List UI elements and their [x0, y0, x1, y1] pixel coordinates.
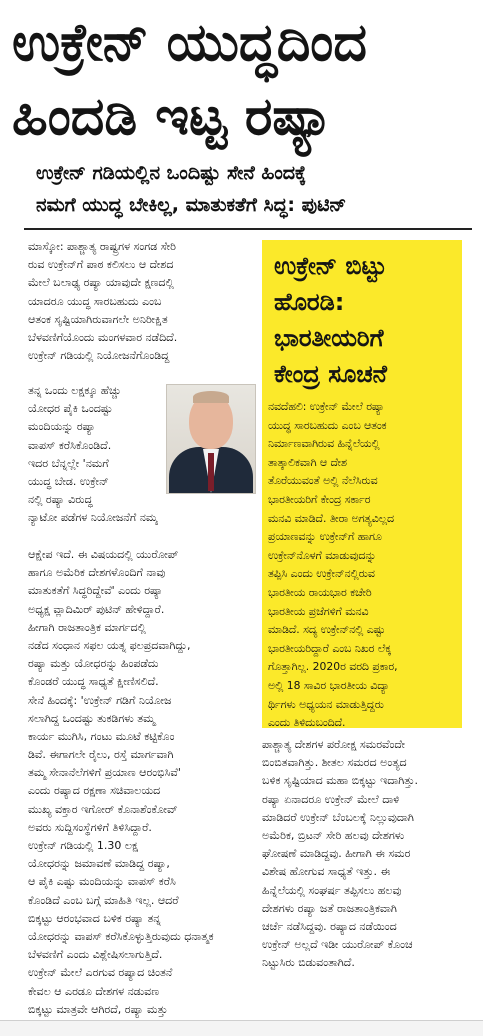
sidebar-headline-line: ಕೇಂದ್ರ ಸೂಚನೆ — [274, 360, 387, 388]
article-line: ರಷ್ಯಾ ಏನಾದರೂ ಉಕ್ರೇನ್ ಮೇಲೆ ದಾಳಿ — [262, 792, 400, 806]
sidebar-body-line: ನವದೆಹಲಿ: ಉಕ್ರೇನ್ ಮೇಲೆ ರಷ್ಯಾ — [268, 400, 385, 413]
sidebar-body-line: ಭಾರತೀಯರಿಗೆ ಕೇಂದ್ರ ಸರ್ಕಾರ — [268, 492, 371, 506]
article-line: ಉಕ್ರೇನ್ ಅಲ್ಲದೆ ಇಡೀ ಯುರೋಪ್ ಕೊಂಚ — [262, 938, 413, 952]
article-line: ವಾಪಸ್ ಕರೆಸಿಕೊಂಡಿದೆ. — [28, 438, 112, 452]
headline-line-1: ಉಕ್ರೇನ್ ಯುದ್ಧದಿಂದ — [12, 13, 367, 73]
next-page-strip — [0, 1020, 483, 1036]
article-line: ಅಧ್ಯಕ್ಷ ವ್ಲಾದಿಮಿರ್ ಪುಟಿನ್ ಹೇಳಿದ್ದಾರೆ. — [28, 602, 165, 616]
sidebar-body-line: ಎಂದು ತಿಳಿದುಬಂದಿದೆ. — [268, 716, 346, 730]
subheadline-line-1: ಉಕ್ರೇನ್ ಗಡಿಯಲ್ಲಿನ ಒಂದಿಷ್ಟು ಸೇನೆ ಹಿಂದಕ್ಕೆ — [36, 162, 307, 184]
article-column-right — [262, 736, 474, 972]
article-line: ಯೋಧರನ್ನು ಜಮಾವಣೆ ಮಾಡಿದ್ದ ರಷ್ಯಾ, — [28, 857, 170, 871]
article-line: ಮಂದಿಯನ್ನು ರಷ್ಯಾ — [28, 420, 96, 434]
sidebar-body-line: ಮಾಡಿದೆ. ಸದ್ಯ ಉಕ್ರೇನ್‌ನಲ್ಲಿ ಎಷ್ಟು — [268, 623, 386, 637]
article-line: ಆತಂಕ ಸೃಷ್ಟಿಯಾಗಿರುವಾಗಲೇ ಅನಿರೀಕ್ಷಿತ — [28, 312, 168, 326]
sidebar-headline-line: ಭಾರತೀಯರಿಗೆ — [274, 324, 384, 352]
article-line: ಉಕ್ರೇನ್ ಮೇಲೆ ಎರಗುವ ರಷ್ಯಾದ ಚಿಂತನೆ — [28, 966, 173, 980]
sidebar-body-line: ಮನವಿ ಮಾಡಿದೆ. ತೀರಾ ಅಗತ್ಯವಿಲ್ಲದ — [268, 511, 394, 525]
article-line: ಬಿಕ್ಕಟ್ಟು ಆರಂಭವಾದ ಬಳಿಕ ರಷ್ಯಾ ತನ್ನ — [28, 911, 161, 925]
article-line: ಸೇನೆ ಹಿಂದಕ್ಕೆ: 'ಉಕ್ರೇನ್ ಗಡಿಗೆ ನಿಯೋಜ — [28, 693, 172, 707]
article-column-beside-photo — [28, 382, 158, 528]
sidebar-body-line: ಭಾರತೀಯ ಪ್ರಜೆಗಳಿಗೆ ಮನವಿ — [268, 604, 369, 618]
sidebar-body-line: ತಪ್ಪಿಸಿ ಎಂದು ಉಕ್ರೇನ್‌ನಲ್ಲಿರುವ — [268, 567, 375, 581]
article-line: ಉಕ್ರೇನ್ ಗಡಿಯಲ್ಲಿ 1.30 ಲಕ್ಷ — [28, 839, 138, 852]
article-line: ಮಾಸ್ಕೋ: ಪಾಶ್ಚಾತ್ಯ ರಾಷ್ಟ್ರಗಳ ಸಂಗಡ ಸೇರಿ — [28, 240, 176, 253]
article-line: ಹೀಗಾಗಿ ರಾಜತಾಂತ್ರಿಕ ಮಾರ್ಗದಲ್ಲಿ — [28, 620, 146, 634]
article-line: ಉಕ್ರೇನ್ ಗಡಿಯಲ್ಲಿ ನಿಯೋಜನೆಗೊಂಡಿದ್ದ — [28, 349, 170, 363]
article-line: ಯೋಧರ ಪೈಕಿ ಒಂದಷ್ಟು — [28, 402, 113, 416]
article-line: ಯುದ್ಧ ಬೇಡ. ಉಕ್ರೇನ್ — [28, 474, 109, 488]
article-line: ಇದರ ಬೆನ್ನಲ್ಲೇ 'ನಮಗೆ — [28, 456, 109, 470]
photo-tie — [208, 453, 214, 491]
article-line: ಬಳಿಕ ಸೃಷ್ಟಿಯಾದ ಮಹಾ ಬಿಕ್ಕಟ್ಟು ಇದಾಗಿತ್ತು. — [262, 774, 418, 788]
divider — [24, 228, 472, 230]
article-line: ಅಮೆರಿಕ, ಬ್ರಿಟನ್ ಸೇರಿ ಹಲವು ದೇಶಗಳು — [262, 828, 405, 842]
subheadline-line-2: ನಮಗೆ ಯುದ್ಧ ಬೇಕಿಲ್ಲ, ಮಾತುಕತೆಗೆ ಸಿದ್ಧ: ಪುಟಿನ್ — [36, 194, 347, 216]
article-line: ಆ ಪೈಕಿ ಎಷ್ಟು ಮಂದಿಯನ್ನು ವಾಪಸ್ ಕರೆಸಿ — [28, 875, 176, 889]
article-line: ದೇಶಗಳು ರಷ್ಯಾ ಜತೆ ರಾಜತಾಂತ್ರಿಕವಾಗಿ — [262, 901, 397, 915]
article-line: ಹಿನ್ನೆಲೆಯಲ್ಲಿ ಸಂಘರ್ಷ ತಪ್ಪಿಸಲು ಹಲವು — [262, 883, 402, 897]
article-line: ಹಾಗೂ ಅಮೆರಿಕ ದೇಶಗಳೊಂದಿಗೆ ನಾವು — [28, 566, 166, 580]
headline-line-2: ಹಿಂದಡಿ ಇಟ್ಟ ರಷ್ಯಾ — [12, 87, 334, 147]
article-line: ಸಲಾಗಿದ್ದ ಒಂದಷ್ಟು ತುಕಡಿಗಳು ತಮ್ಮ — [28, 711, 156, 725]
article-line: ಬಿಂಬಿತವಾಗಿತ್ತು. ಶೀತಲ ಸಮರದ ಅಂತ್ಯದ — [262, 756, 407, 770]
sidebar-headline — [268, 248, 456, 392]
article-line: ತಮ್ಮ ಸೇನಾನೆಲೆಗಳಿಗೆ ಪ್ರಯಾಣ ಆರಂಭಿಸಿವೆ' — [28, 766, 181, 780]
article-line: ನ್ಯಾಟೋ ಪಡೆಗಳ ನಿಯೋಜನೆಗೆ ನಮ್ಮ — [28, 511, 158, 525]
sidebar-body-line: ನಿರ್ಮಾಣವಾಗಿರುವ ಹಿನ್ನೆಲೆಯಲ್ಲಿ — [268, 437, 380, 451]
article-line: ಚರ್ಚೆ ನಡೆಸಿದ್ದವು. ರಷ್ಯಾದ ನಡೆಯಿಂದ — [262, 919, 397, 933]
article-line: ಮುಖ್ಯ ವಕ್ತಾರ ಇಗೋರ್ ಕೊನಾಶೆಂಕೋವ್ — [28, 802, 178, 816]
article-line: ನಡೆದ ಸಂಧಾನ ಸಫಲ ಯತ್ನ ಫಲಪ್ರದವಾಗಿದ್ದು, — [28, 638, 191, 652]
article-line: ಯೋಧರನ್ನು ವಾಪಸ್ ಕರೆಸಿಕೊಳ್ಳುತ್ತಿರುವುದು ಧನಾತ್ಮಕ — [28, 929, 214, 943]
article-line: ಆಕ್ಷೇಪ ಇದೆ. ಈ ವಿಷಯದಲ್ಲಿ ಯುರೋಪ್ — [28, 548, 179, 561]
sidebar-body-line: ತಾತ್ಕಾಲಿಕವಾಗಿ ಆ ದೇಶ — [268, 455, 347, 469]
article-line: ಕೇವಲ ಆ ಎರಡೂ ದೇಶಗಳ ನಡುವಣ — [28, 984, 160, 998]
article-line: ಮಾಡಿದರೆ ಉಕ್ರೇನ್ ಬೆಂಬಲಕ್ಕೆ ನಿಲ್ಲುವುದಾಗಿ — [262, 810, 414, 824]
article-column-top — [28, 238, 258, 365]
article-line: ನಿಟ್ಟುಸಿರು ಬಿಡುವಂತಾಗಿದೆ. — [262, 956, 355, 970]
article-line: ಕೊಂಡಿದೆ ಎಂಬ ಬಗ್ಗೆ ಮಾಹಿತಿ ಇಲ್ಲ. ಆದರೆ — [28, 893, 179, 907]
article-line: ಬೆಳವಣಿಗೆಯೊಂದು ಮಂಗಳವಾರ ನಡೆದಿದೆ. — [28, 330, 178, 344]
article-line: ಘೋಷಣೆ ಮಾಡಿದ್ದವು. ಹೀಗಾಗಿ ಈ ಸಮರ — [262, 847, 411, 861]
article-line: ಯಾದರೂ ಯುದ್ಧ ಸಾರಬಹುದು ಎಂಬ — [28, 294, 162, 308]
article-line: ಡಿವೆ. ಈಗಾಗಲೇ ರೈಲು, ರಸ್ತೆ ಮಾರ್ಗವಾಗಿ — [28, 748, 174, 762]
article-line: ಪಾಶ್ಚಾತ್ಯ ದೇಶಗಳ ಪರೋಕ್ಷ ಸಮರವೆಂದೇ — [262, 738, 406, 751]
article-line: ರಷ್ಯಾ ಮತ್ತು ಯೋಧರನ್ನು ಹಿಂಪಡೆದು — [28, 657, 159, 671]
article-line: ತನ್ನ ಒಂದು ಲಕ್ಷಕ್ಕೂ ಹೆಚ್ಚು — [28, 384, 122, 397]
article-line: ಮಾತುಕತೆಗೆ ಸಿದ್ಧರಿದ್ದೇವೆ' ಎಂದು ರಷ್ಯಾ — [28, 584, 163, 598]
sidebar-body-line: ಅಲ್ಲಿ 18 ಸಾವಿರ ಭಾರತೀಯ ವಿದ್ಯಾ — [268, 678, 390, 692]
article-line: ಕೊಂಡರೆ ಯುದ್ಧ ಸಾಧ್ಯತೆ ಕ್ಷೀಣಿಸಲಿದೆ. — [28, 675, 159, 689]
sidebar-body-line: ಪ್ರಯಾಣವನ್ನು ಉಕ್ರೇನ್‌ಗೆ ಹಾಗೂ — [268, 530, 382, 544]
article-line: ನಲ್ಲಿ ರಷ್ಯಾ ವಿರುದ್ಧ — [28, 493, 93, 507]
article-line: ಬೆಳವಣಿಗೆ ಎಂದು ವಿಶ್ಲೇಷಿಸಲಾಗುತ್ತಿದೆ. — [28, 948, 163, 962]
article-line: ಕಾರ್ಯ ಮುಗಿಸಿ, ಗಂಟು ಮೂಟೆ ಕಟ್ಟಿಕೊಂ — [28, 729, 175, 743]
sidebar-body-line: ಉಕ್ರೇನ್‌ನೊಳಗೆ ಮಾಡುವುದನ್ನು — [268, 548, 377, 562]
sidebar-box — [262, 240, 462, 728]
article-line: ರುವ ಉಕ್ರೇನ್‌ಗೆ ಪಾಠ ಕಲಿಸಲು ಆ ದೇಶದ — [28, 258, 174, 272]
sidebar-body — [268, 398, 456, 733]
article-line: ಎಂದು ರಷ್ಯಾದ ರಕ್ಷಣಾ ಸಚಿವಾಲಯದ — [28, 784, 161, 798]
sidebar-body-line: ರ್ಥಿಗಳು ಅಧ್ಯಯನ ಮಾಡುತ್ತಿದ್ದರು — [268, 697, 384, 711]
article-column-bottom — [28, 546, 258, 1019]
sidebar-body-line: ಭಾರತೀಯ ರಾಯಭಾರ ಕಚೇರಿ — [268, 585, 372, 599]
sidebar-body-line: ಗೊತ್ತಾಗಿಲ್ಲ. 2020ರ ವರದಿ ಪ್ರಕಾರ, — [268, 660, 398, 674]
article-line: ಅವರು ಸುದ್ದಿಸಂಸ್ಥೆಗಳಿಗೆ ತಿಳಿಸಿದ್ದಾರೆ. — [28, 820, 152, 834]
portrait-photo — [166, 384, 256, 494]
sidebar-headline-line: ಉಕ್ರೇನ್ ಬಿಟ್ಟು — [274, 252, 387, 280]
sidebar-headline-line: ಹೊರಡಿ: — [274, 288, 345, 316]
article-line: ವಿಶೇಷ ಹೋಗುವ ಸಾಧ್ಯತೆ ಇತ್ತು. ಈ — [262, 865, 391, 879]
article-line: ಮೇಲೆ ಬಲಾಢ್ಯ ರಷ್ಯಾ ಯಾವುದೇ ಕ್ಷಣದಲ್ಲಿ — [28, 276, 174, 290]
sidebar-body-line: ಭಾರತೀಯರಿದ್ದಾರೆ ಎಂಬ ನಿಖರ ಲೆಕ್ಕ — [268, 641, 392, 655]
photo-hair — [193, 391, 229, 403]
sidebar-body-line: ತೊರೆಯುವಂತೆ ಅಲ್ಲಿ ನೆಲೆಸಿರುವ — [268, 474, 378, 488]
sidebar-body-line: ಯುದ್ಧ ಸಾರಬಹುದು ಎಂಬ ಆತಂಕ — [268, 418, 387, 432]
article-line: ಬಿಕ್ಕಟ್ಟು ಮಾತ್ರವೇ ಆಗಿರದೆ, ರಷ್ಯಾ ಮತ್ತು — [28, 1002, 168, 1016]
